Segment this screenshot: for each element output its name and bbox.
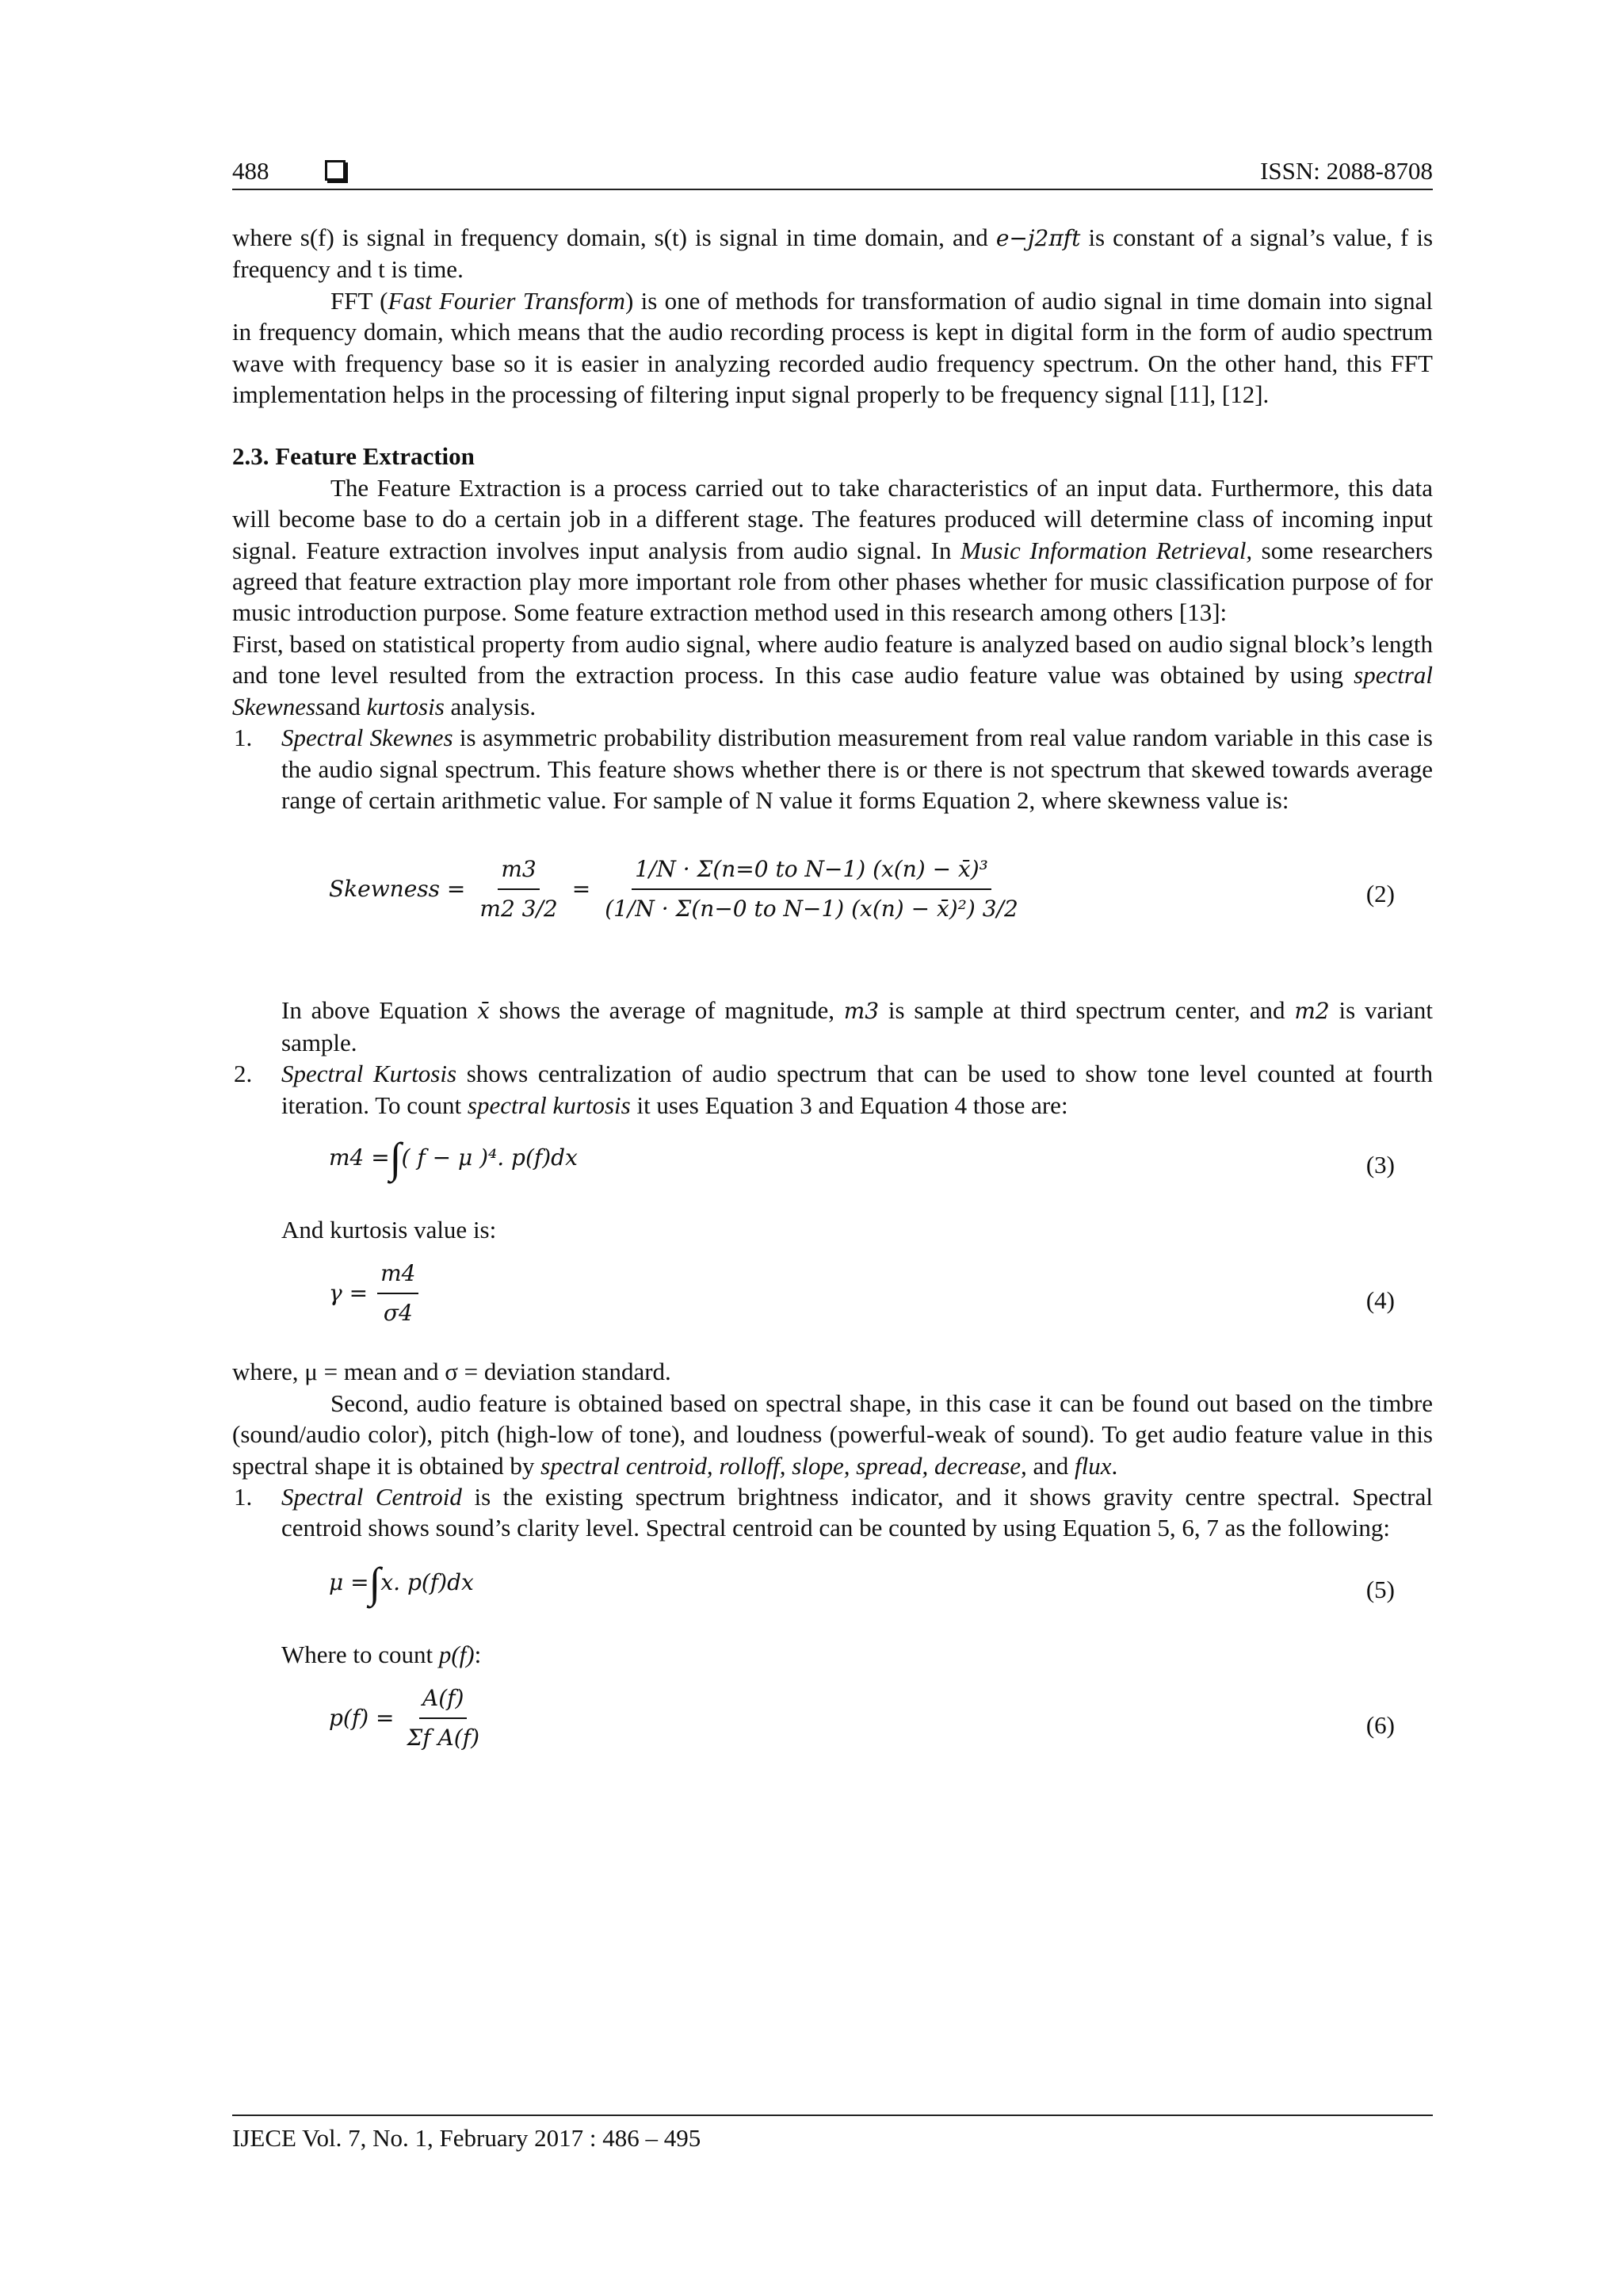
issn: ISSN: 2088-8708 bbox=[1260, 157, 1433, 185]
paragraph-where: where, μ = mean and σ = deviation standard. bbox=[232, 1358, 671, 1386]
header-rule bbox=[232, 189, 1433, 190]
checkbox-square-icon bbox=[325, 160, 346, 181]
eq2-big-denominator: (1/N · Σ(n−0 to N−1) (x(n) − x̄)²) 3/2 bbox=[605, 895, 1018, 922]
paragraph-fft: FFT (Fast Fourier Transform) is one of methods for transformation of audio signal in time domain into signal in frequency domain, which means that the audio recording process is kept in digital form in the form of audio spectrum wave with frequency base so it is easier in analyzing recorded audio frequency spectrum. On the other hand, this FFT implementation helps in the processing of filtering input signal properly to be frequency signal [11], [12]. bbox=[232, 286, 1433, 409]
footer-rule bbox=[232, 2115, 1433, 2116]
kurtosis-intro: And kurtosis value is: bbox=[281, 1215, 497, 1244]
eq2-numerator: m3 bbox=[498, 854, 539, 889]
paragraph-first: First, based on statistical property from audio signal, where audio feature is analyzed based on audio signal block’s length and tone level resulted from the extraction process. In this case audio feature value was obtained by using spectral Skewnessand kurtosis analysis. bbox=[232, 629, 1433, 720]
page-number: 488 bbox=[232, 157, 269, 185]
exponent-expression: e−j2πft bbox=[995, 225, 1081, 251]
integral-icon: ∫ bbox=[369, 1558, 381, 1606]
journal-footer: IJECE Vol. 7, No. 1, February 2017 : 486 – 495 bbox=[232, 2124, 701, 2152]
equation-number-3: (3) bbox=[1365, 1150, 1395, 1179]
integral-icon: ∫ bbox=[389, 1133, 402, 1182]
equation-number-6: (6) bbox=[1365, 1711, 1395, 1740]
equation-5: μ = ∫ x. p(f)dx (5) bbox=[329, 1558, 1395, 1606]
pf-intro: Where to count p(f): bbox=[281, 1640, 482, 1668]
paragraph-feature-extraction: The Feature Extraction is a process carried out to take characteristics of an input data. Furthermore, this data will become base to do a certain job in a different stage. The features produced will determine class of incoming input signal. Feature extraction involves input analysis from audio signal. In Music Information Retrieval, some researchers agreed that feature extraction play more important role from other phases whether for music classification purpose of for music introduction purpose. Some feature extraction method used in this research among others [13]: bbox=[232, 473, 1433, 627]
eq2-big-numerator: 1/N · Σ(n=0 to N−1) (x(n) − x̄)³ bbox=[632, 854, 991, 889]
paragraph-signal-definition: where s(f) is signal in frequency domain, s(t) is signal in time domain, and e−j2πft is constant of a signal’s value, f is frequency and t is time. bbox=[232, 223, 1434, 284]
list-item-skewness: 1. Spectral Skewnes is asymmetric probability distribution measurement from real value random variable in this case is the audio signal spectrum. This feature shows whether there is or there is not spectrum that skewed towards average range of certain arithmetic value. For sample of N value it forms Equation 2, where skewness value is: bbox=[234, 724, 1433, 814]
paragraph-eq2-note: In above Equation x̄ shows the average of magnitude, m3 is sample at third spectrum center, and m2 is variant sample. bbox=[281, 996, 1434, 1056]
equation-number-2: (2) bbox=[1365, 880, 1395, 908]
list-item-kurtosis: 2. Spectral Kurtosis shows centralization of audio spectrum that can be used to show tone level counted at fourth iteration. To count spectral kurtosis it uses Equation 3 and Equation 4 those are: bbox=[234, 1060, 1433, 1119]
equation-number-5: (5) bbox=[1365, 1575, 1395, 1603]
eq2-denominator: m2 3/2 bbox=[479, 895, 558, 922]
equation-6: p(f) = $\frac{A(f)}{\text{Σf A(f)}}$ (6) bbox=[232, 1670, 1433, 1781]
main-text bbox=[232, 222, 1433, 1781]
list-item-centroid: 1. Spectral Centroid is the existing spectrum brightness indicator, and it shows gravity centre spectral. Spectral centroid shows sound’s clarity level. Spectral centroid can be counted by using Equation 5, 6, 7 as the following: bbox=[234, 1482, 1433, 1542]
equation-4: γ = $\frac{m4}{\sigma 4}$ (4) bbox=[232, 1245, 1433, 1356]
equation-2: Skewness = $\frac{m3}{m2 3/2}$ = $\frac{\text{1/N · Σ(n=0 to N−1) (x(n) − x̄)³}}{\text{(1/N · Σ(n−0 to N−1) (x(n) − x̄)²) 3/2}}$ (2) bbox=[232, 816, 1433, 995]
section-heading: 2.3. Feature Extraction bbox=[232, 442, 475, 471]
equation-3: m4 = ∫ ( f − μ )⁴. p(f)dx (3) bbox=[329, 1133, 1395, 1182]
equation-number-4: (4) bbox=[1365, 1286, 1395, 1315]
eq2-lhs: Skewness = bbox=[329, 876, 466, 903]
paragraph-second: Second, audio feature is obtained based on spectral shape, in this case it can be found out based on the timbre (sound/audio color), pitch (high-low of tone), and loudness (powerful-weak of sound). To get audio feature value in this spectral shape it is obtained by spectral centroid, rolloff, slope, spread, decrease, and flux. bbox=[232, 1389, 1433, 1480]
